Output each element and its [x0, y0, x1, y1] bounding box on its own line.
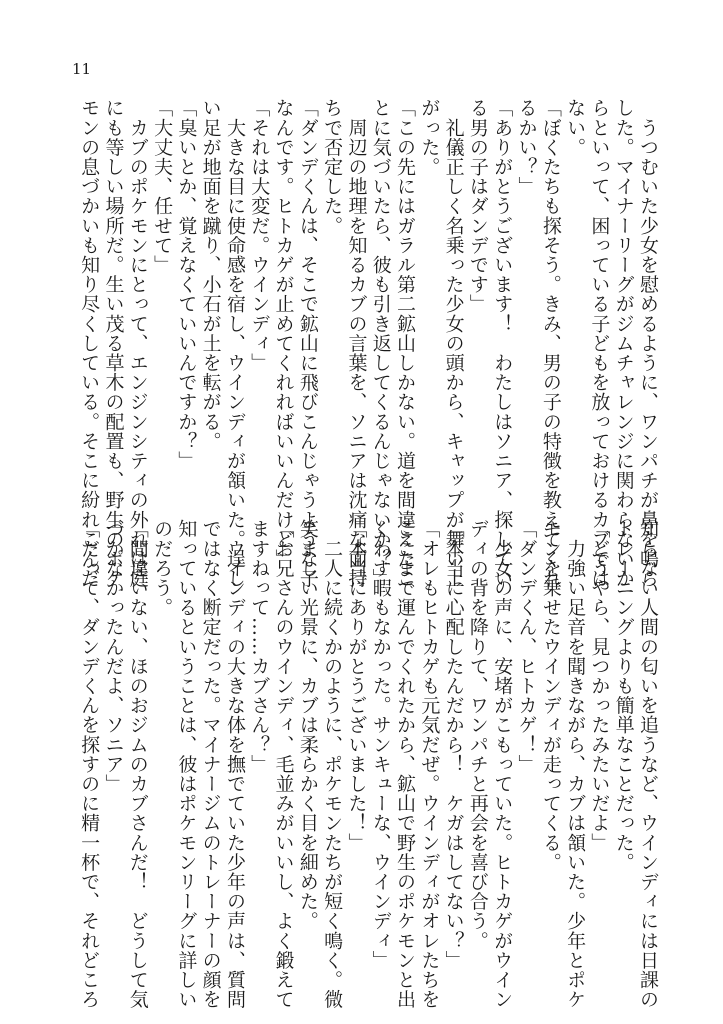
- text-line: る男の子はダンデです」: [466, 98, 489, 314]
- text-line: ちで否定した。: [321, 98, 344, 236]
- text-line: い足が地面を蹴り、小石が土を転がる。: [199, 98, 222, 451]
- text-line: 「それは大変だ。ウインディ」: [248, 98, 271, 373]
- text-line: にも等しい場所だ。生い茂る草木の配置も、野生のポケ: [102, 98, 125, 588]
- text-line: ここまで運んでくれたから、鉱山で野生のポケモンと出: [394, 519, 417, 1009]
- text-block-bottom: [77, 519, 660, 1009]
- text-line: とに気づいたら、彼も引き返してくるんじゃないか？」: [369, 98, 392, 588]
- text-line: るかい？」: [515, 98, 538, 196]
- text-line: 「どうやら、見つかったみたいだよ」: [588, 519, 611, 853]
- text-line: 「ぼくたちも探そう。きみ、男の子の特徴を教えてくれ: [539, 98, 562, 588]
- text-line: 「ありがとうございます！ わたしはソニア、探してい: [491, 98, 514, 588]
- text-line: らといって、困っている子どもを放っておけるカブでは: [588, 98, 611, 588]
- text-line: ますねって……カブさん？」: [248, 519, 271, 774]
- text-line: 力強い足音を聞きながら、カブは頷いた。少年とポケ: [564, 519, 587, 1009]
- text-line: がった。: [418, 98, 441, 177]
- text-line: した。マイナーリーグがジムチャレンジに関わらないか: [612, 98, 635, 588]
- text-line: なんです。ヒトカゲが止めてくれればいいんだけど」: [272, 98, 295, 569]
- text-line: 二人に続くかのように、ポケモンたちが短く鳴く。微: [321, 519, 344, 1009]
- text-line: 礼儀正しく名乗った少女の頭から、キャップが舞い上: [442, 98, 465, 588]
- text-line: 知らない人間の匂いを追うなど、ウインディには日課の: [637, 519, 659, 1009]
- text-line: 「本当にありがとうございました！」: [345, 519, 368, 853]
- text-line: づかなかったんだよ、ソニア」: [102, 519, 125, 794]
- text-line: ウインディの大きな体を撫でていた少年の声は、質問: [223, 519, 246, 1009]
- text-line: 周辺の地理を知るカブの言葉を、ソニアは沈痛な面持: [345, 98, 368, 588]
- text-line: 「ダンデくん、ヒトカゲ！」: [515, 519, 538, 774]
- text-line: 「オレもヒトカゲも元気だぜ。ウインディがオレたちを: [418, 519, 441, 1009]
- text-line: 「臭いとか、覚えなくていいんですか？」: [175, 98, 198, 471]
- text-line: 「だって、ダンデくんを探すのに精一杯で、それどころ: [78, 519, 101, 1009]
- text-line: くわす暇もなかった。サンキューな、ウインディ」: [369, 519, 392, 970]
- text-line: 「お兄さんのウインディ、毛並みがいいし、よく鍛えて: [272, 519, 295, 1009]
- text-line: 「この先にはガラル第二鉱山しかない。道を間違えたこ: [394, 98, 417, 588]
- text-line: カブのポケモンにとって、エンジンシティの外れは庭: [126, 98, 149, 588]
- text-line: ディの背を降りて、ワンパチと再会を喜び合う。: [466, 519, 489, 951]
- text-line: 「本当に心配したんだから！ ケガはしてない？」: [442, 519, 465, 970]
- text-line: 知っているということは、彼はポケモンリーグに詳しい: [175, 519, 198, 1009]
- text-line: 笑ましい光景に、カブは柔らかく目を細めた。: [296, 519, 319, 931]
- text-line: ではなく断定だった。マイナージムのトレーナーの顔を: [199, 519, 222, 1009]
- text-line: 「大丈夫、任せて」: [151, 98, 174, 275]
- text-line: のだろう。: [151, 519, 174, 617]
- text-line: 大きな目に使命感を宿し、ウインディが頷いた。逞し: [223, 98, 246, 588]
- text-line: 少女の声に、安堵がこもっていた。ヒトカゲがウイン: [491, 519, 514, 1009]
- text-line: トレーニングよりも簡単なことだった。: [612, 519, 635, 872]
- text-line: 「ダンデくんは、そこで鉱山に飛びこんじゃうような子: [296, 98, 319, 588]
- text-line: 「間違いない、ほのおジムのカブさんだ！ どうして気: [126, 519, 149, 1009]
- text-line: モンを乗せたウインディが走ってくる。: [539, 519, 562, 872]
- text-line: うつむいた少女を慰めるように、ワンパチが鼻を鳴ら: [637, 98, 659, 588]
- page-number: 11: [72, 60, 92, 78]
- text-line: ない。: [564, 98, 587, 157]
- text-line: モンの息づかいも知り尽くしている。そこに紛れこんだ: [78, 98, 101, 588]
